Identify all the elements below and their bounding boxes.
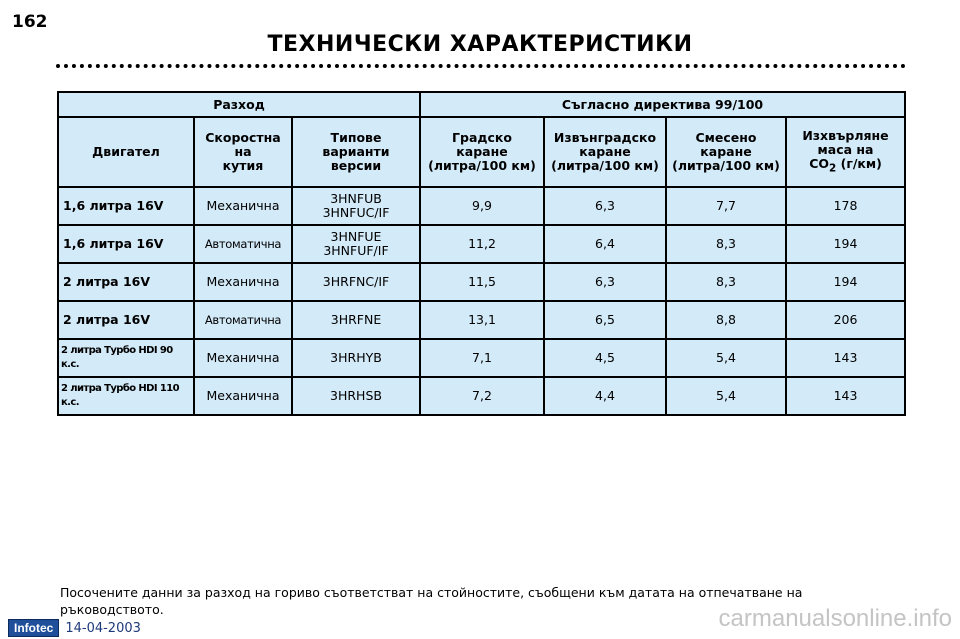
cell-mixed: 8,3: [666, 225, 786, 263]
col-header-engine: Двигател: [58, 117, 194, 187]
cell-mixed: 5,4: [666, 339, 786, 377]
cell-co2: 194: [786, 263, 905, 301]
cell-transmission: Механична: [194, 339, 292, 377]
cell-mixed: 8,8: [666, 301, 786, 339]
col-header-type: Типове варианти версии: [292, 117, 420, 187]
table-row: [58, 339, 905, 377]
cell-type: 3HRFNC/IF: [292, 263, 420, 301]
table-row: [58, 301, 905, 339]
cell-co2: 143: [786, 377, 905, 415]
cell-co2: 178: [786, 187, 905, 225]
col-header-transmission: Скоростна на кутия: [194, 117, 292, 187]
cell-type: 3HRHYB: [292, 339, 420, 377]
group-header-directive: Съгласно директива 99/100: [420, 92, 905, 117]
cell-type: 3HNFUB 3HNFUC/IF: [292, 187, 420, 225]
print-date: 14-04-2003: [65, 620, 141, 636]
cell-extra-urban: 4,4: [544, 377, 666, 415]
infotec-logo: Infotec: [8, 619, 59, 637]
group-header-row: [58, 92, 905, 117]
cell-urban: 11,2: [420, 225, 544, 263]
cell-engine: 2 литра 16V: [58, 301, 194, 339]
col-header-extra-urban: Извънградско каране (литра/100 км): [544, 117, 666, 187]
cell-mixed: 7,7: [666, 187, 786, 225]
cell-transmission: Механична: [194, 377, 292, 415]
cell-co2: 143: [786, 339, 905, 377]
cell-engine: 2 литра 16V: [58, 263, 194, 301]
cell-urban: 7,2: [420, 377, 544, 415]
col-header-co2: Изхвърляне маса на $CO_2$ (г/км): [786, 117, 905, 187]
page-number: 162: [12, 12, 48, 32]
table-row: [58, 225, 905, 263]
cell-engine: 1,6 литра 16V: [58, 225, 194, 263]
col-header-urban: Градско каране (литра/100 км): [420, 117, 544, 187]
cell-urban: 11,5: [420, 263, 544, 301]
cell-urban: 9,9: [420, 187, 544, 225]
footer: [8, 619, 141, 637]
cell-transmission: Механична: [194, 187, 292, 225]
cell-type: 3HNFUE 3HNFUF/IF: [292, 225, 420, 263]
col-header-mixed: Смесено каране (литра/100 км): [666, 117, 786, 187]
cell-extra-urban: 6,3: [544, 263, 666, 301]
cell-engine: 1,6 литра 16V: [58, 187, 194, 225]
cell-extra-urban: 6,5: [544, 301, 666, 339]
dotted-divider: [56, 64, 906, 68]
table-row: [58, 377, 905, 415]
cell-type: 3HRHSB: [292, 377, 420, 415]
cell-co2: 194: [786, 225, 905, 263]
cell-urban: 7,1: [420, 339, 544, 377]
table-row: [58, 187, 905, 225]
cell-extra-urban: 4,5: [544, 339, 666, 377]
fuel-consumption-table: [57, 91, 906, 416]
column-header-row: [58, 117, 905, 187]
cell-extra-urban: 6,3: [544, 187, 666, 225]
cell-extra-urban: 6,4: [544, 225, 666, 263]
cell-transmission: Автоматична: [194, 225, 292, 263]
group-header-consumption: Разход: [58, 92, 420, 117]
footnote: Посочените данни за разход на гориво съответстват на стойностите, съобщени към датата на отпечатване на ръководството.: [60, 585, 803, 617]
cell-transmission: Автоматична: [194, 301, 292, 339]
cell-engine: 2 литра Турбо HDI 90 к.с.: [58, 339, 194, 377]
cell-mixed: 5,4: [666, 377, 786, 415]
watermark-bottom: carmanualsonline.info: [718, 605, 952, 632]
cell-mixed: 8,3: [666, 263, 786, 301]
table-row: [58, 263, 905, 301]
page-title: ТЕХНИЧЕСКИ ХАРАКТЕРИСТИКИ: [267, 32, 693, 57]
cell-engine: 2 литра Турбо HDI 110 к.с.: [58, 377, 194, 415]
cell-type: 3HRFNE: [292, 301, 420, 339]
cell-transmission: Механична: [194, 263, 292, 301]
cell-urban: 13,1: [420, 301, 544, 339]
cell-co2: 206: [786, 301, 905, 339]
